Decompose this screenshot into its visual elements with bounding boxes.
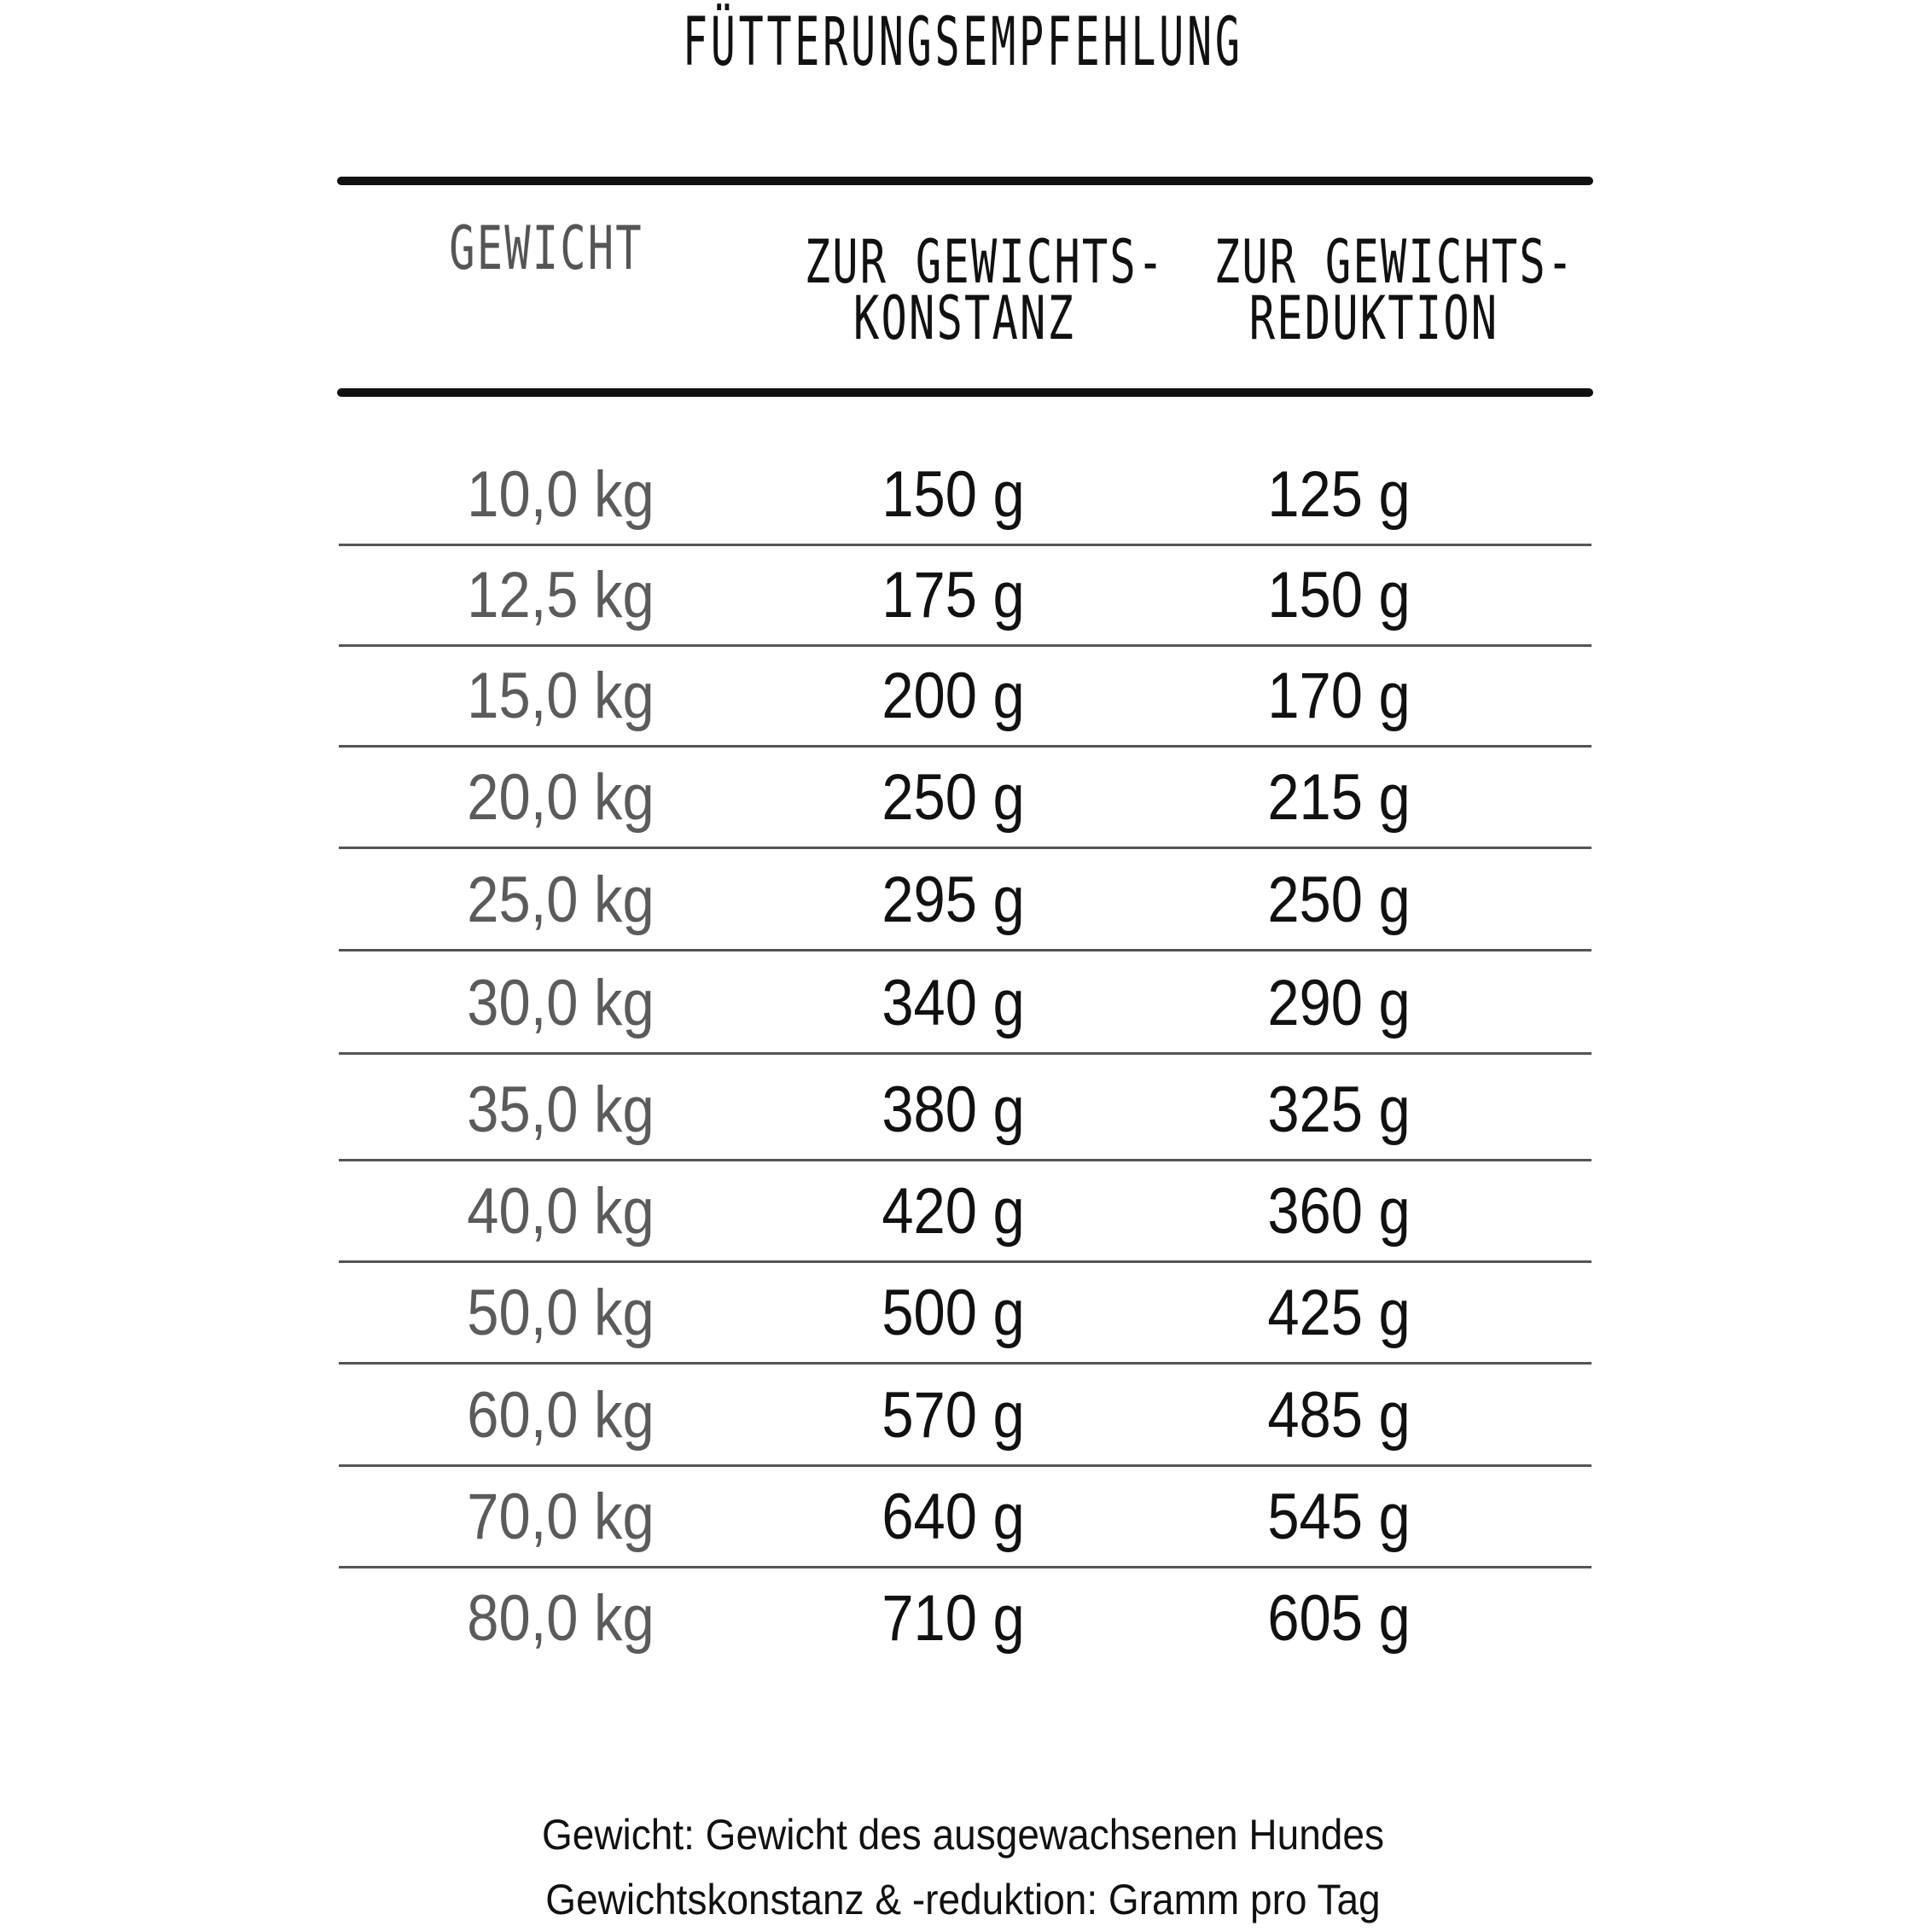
cell-weight: 25,0 kg xyxy=(467,864,655,936)
table-row xyxy=(339,1366,1591,1467)
row-divider xyxy=(339,847,1591,849)
row-divider xyxy=(339,1566,1591,1568)
row-divider xyxy=(339,949,1591,951)
cell-constancy: 340 g xyxy=(882,967,1025,1039)
cell-constancy: 200 g xyxy=(882,660,1025,732)
cell-constancy: 175 g xyxy=(882,559,1025,631)
table-header-rule xyxy=(337,388,1593,397)
footnote-grams: Gewichtskonstanz & -reduktion: Gramm pro Tag xyxy=(545,1876,1381,1923)
row-divider xyxy=(339,1260,1591,1263)
cell-constancy: 150 g xyxy=(882,458,1025,531)
column-header-reduction: ZUR GEWICHTS- REDUKTION xyxy=(1213,227,1575,353)
cell-weight: 60,0 kg xyxy=(467,1379,655,1452)
table-row xyxy=(339,851,1591,951)
cell-constancy: 570 g xyxy=(882,1379,1025,1452)
row-divider xyxy=(339,745,1591,748)
cell-reduction: 325 g xyxy=(1267,1074,1411,1146)
table-row xyxy=(339,647,1591,748)
table-row xyxy=(339,954,1591,1055)
cell-weight: 15,0 kg xyxy=(467,660,655,732)
table-row xyxy=(339,1569,1591,1670)
column-header-weight: GEWICHT xyxy=(449,213,643,283)
cell-reduction: 605 g xyxy=(1267,1582,1411,1655)
table-row xyxy=(339,445,1591,546)
table-row xyxy=(339,1468,1591,1568)
cell-reduction: 170 g xyxy=(1267,660,1411,732)
cell-weight: 40,0 kg xyxy=(467,1175,655,1248)
cell-constancy: 250 g xyxy=(882,761,1025,834)
table-row xyxy=(339,748,1591,849)
table-row xyxy=(339,546,1591,647)
cell-constancy: 380 g xyxy=(882,1074,1025,1146)
row-divider xyxy=(339,1464,1591,1467)
cell-reduction: 250 g xyxy=(1267,864,1411,936)
row-divider xyxy=(339,1362,1591,1365)
footnote-weight: Gewicht: Gewicht des ausgewachsenen Hundes xyxy=(541,1811,1384,1859)
column-header-constancy: ZUR GEWICHTS- KONSTANZ xyxy=(804,227,1166,353)
cell-weight: 12,5 kg xyxy=(467,559,655,631)
cell-reduction: 125 g xyxy=(1267,458,1411,531)
table-row xyxy=(339,1264,1591,1365)
cell-weight: 20,0 kg xyxy=(467,761,655,834)
cell-reduction: 425 g xyxy=(1267,1277,1411,1349)
cell-constancy: 640 g xyxy=(882,1481,1025,1553)
cell-weight: 80,0 kg xyxy=(467,1582,655,1655)
cell-weight: 30,0 kg xyxy=(467,967,655,1039)
cell-weight: 35,0 kg xyxy=(467,1074,655,1146)
cell-reduction: 215 g xyxy=(1267,761,1411,834)
cell-weight: 10,0 kg xyxy=(467,458,655,531)
cell-constancy: 420 g xyxy=(882,1175,1025,1248)
cell-reduction: 485 g xyxy=(1267,1379,1411,1452)
row-divider xyxy=(339,1159,1591,1161)
cell-reduction: 545 g xyxy=(1267,1481,1411,1553)
cell-constancy: 500 g xyxy=(882,1277,1025,1349)
cell-reduction: 360 g xyxy=(1267,1175,1411,1248)
row-divider xyxy=(339,1052,1591,1055)
cell-reduction: 150 g xyxy=(1267,559,1411,631)
table-row xyxy=(339,1061,1591,1161)
page-title: FÜTTERUNGSEMPFEHLUNG xyxy=(682,4,1243,81)
cell-reduction: 290 g xyxy=(1267,967,1411,1039)
cell-weight: 50,0 kg xyxy=(467,1277,655,1349)
cell-constancy: 710 g xyxy=(882,1582,1025,1655)
cell-constancy: 295 g xyxy=(882,864,1025,936)
table-top-rule xyxy=(337,177,1593,185)
cell-weight: 70,0 kg xyxy=(467,1481,655,1553)
table-row xyxy=(339,1162,1591,1263)
